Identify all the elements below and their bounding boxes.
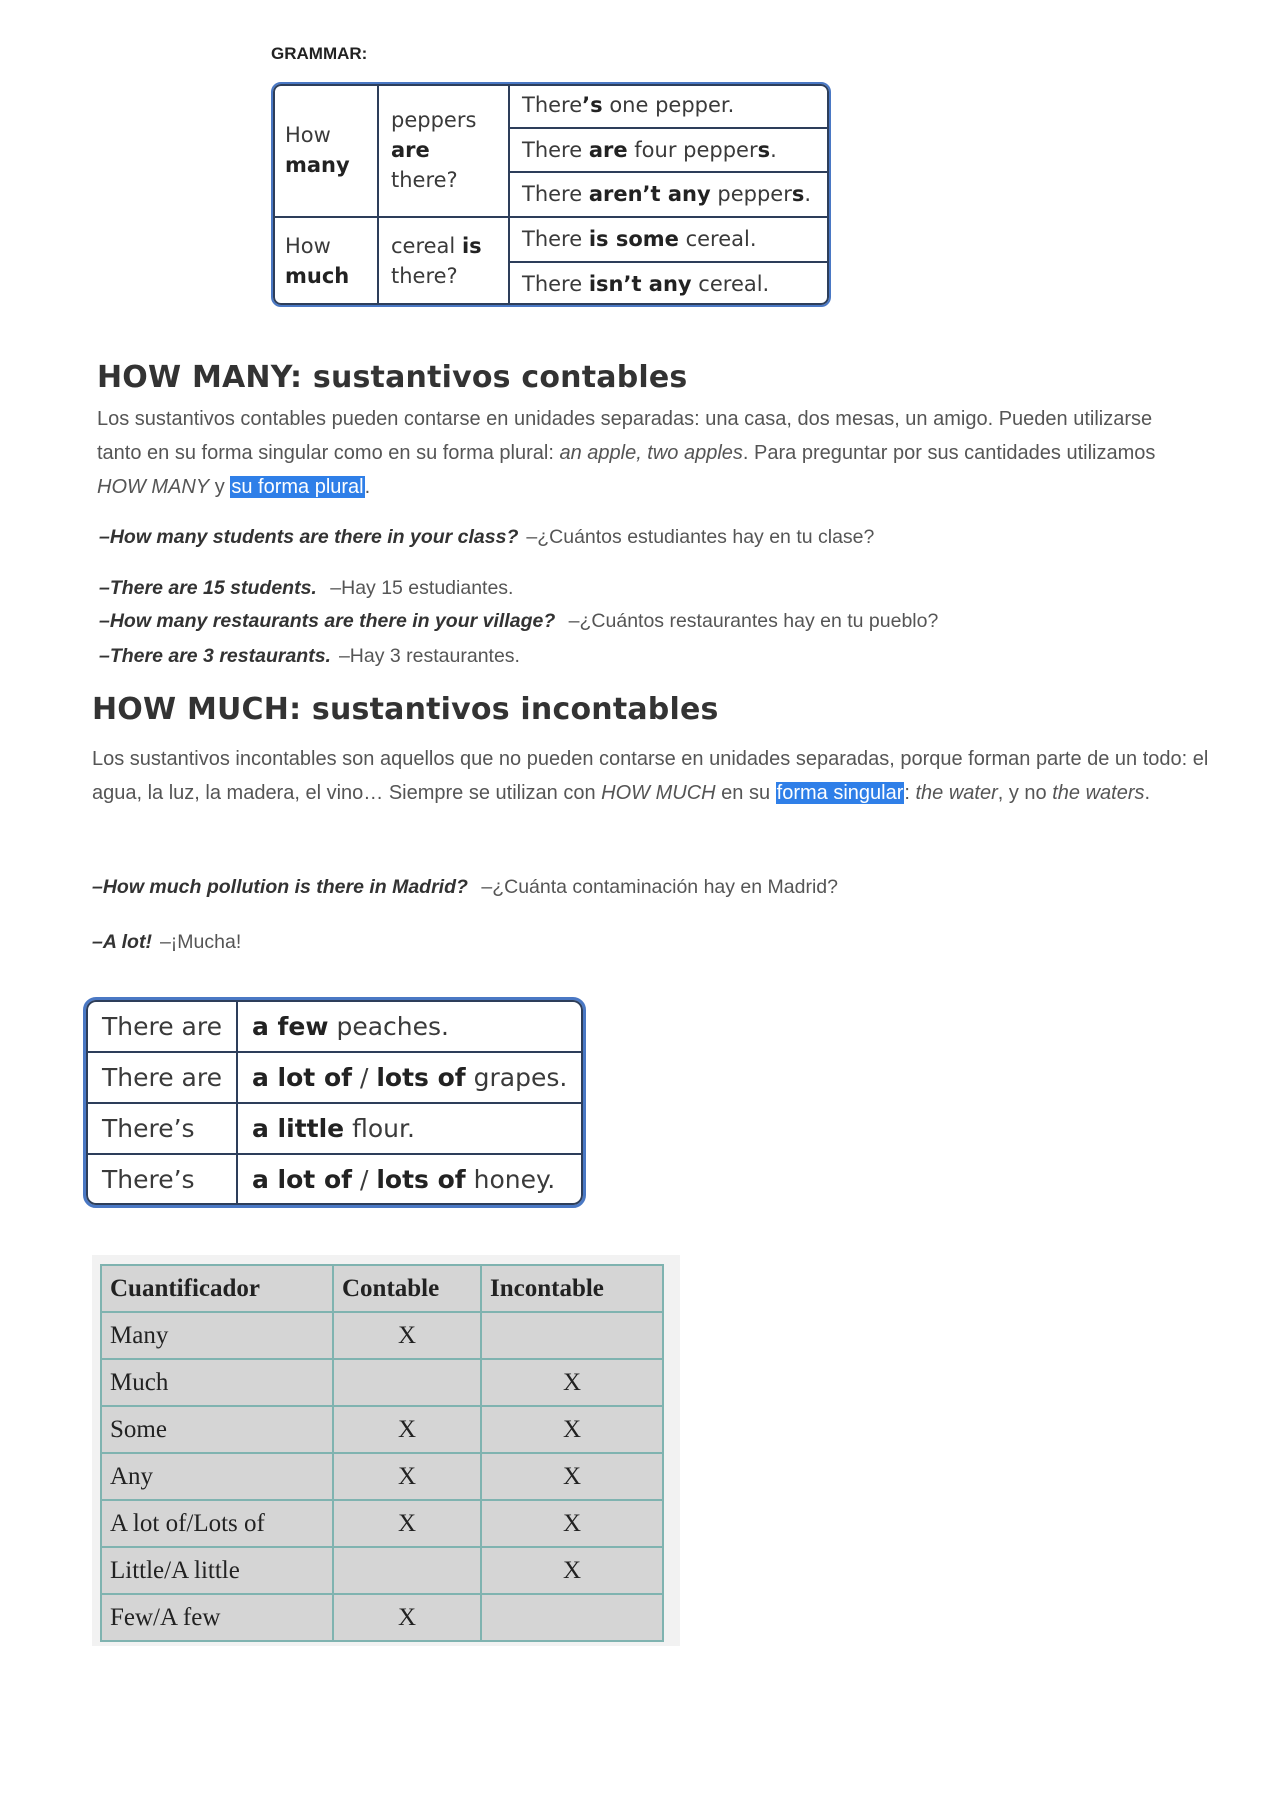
section-title-how-many: HOW MANY: sustantivos contables: [97, 360, 688, 395]
table-row: Many X: [101, 1312, 663, 1359]
answer-no-cereal: There isn’t any cereal.: [522, 272, 770, 297]
example-row: –How many restaurants are there in your village? –¿Cuántos restaurantes hay en tu pueblo?: [99, 610, 939, 632]
highlight-plural: su forma plural: [231, 476, 364, 498]
question-peppers: peppers are there?: [379, 84, 510, 218]
table-row: There’s a little flour.: [88, 1104, 581, 1155]
question-how-many: How many: [273, 84, 379, 218]
example-row: –There are 3 restaurants. –Hay 3 restaurantes.: [99, 645, 520, 667]
quantifier-table: [86, 1000, 583, 1205]
table-row: There are a few peaches.: [88, 1002, 581, 1053]
section-title-how-much: HOW MUCH: sustantivos incontables: [92, 692, 719, 727]
table-row: A lot of/Lots of X X: [101, 1500, 663, 1547]
answer-no-peppers: There aren’t any peppers.: [510, 173, 829, 218]
how-much-paragraph: Los sustantivos incontables son aquellos que no pueden contarse en unidades separadas, porque forman parte de un todo: el agua, la luz, la madera, el vino… Siempre se utilizan con HOW MUCH en su forma singular: the water, y no the waters.: [92, 748, 1209, 804]
example-row: –There are 15 students. –Hay 15 estudiantes.: [99, 577, 514, 599]
example-row: –A lot! –¡Mucha!: [92, 931, 242, 953]
answer-some-cereal: There is some cereal.: [510, 218, 829, 263]
grammar-table: [271, 82, 831, 307]
table-row: Few/A few X: [101, 1594, 663, 1641]
grammar-label: GRAMMAR:: [271, 44, 368, 63]
table-header-row: Cuantificador Contable Incontable: [101, 1265, 663, 1312]
example-row: –How much pollution is there in Madrid? –¿Cuánta contaminación hay en Madrid?: [92, 876, 838, 898]
table-row: Much X: [101, 1359, 663, 1406]
highlight-singular: forma singular: [776, 782, 904, 804]
table-row: Some X X: [101, 1406, 663, 1453]
countability-table: [100, 1264, 664, 1642]
answer-one-pepper: There’s one pepper.: [510, 84, 829, 129]
table-row: Any X X: [101, 1453, 663, 1500]
answer-four-peppers: There are four peppers.: [510, 129, 829, 174]
example-row: –How many students are there in your class? –¿Cuántos estudiantes hay en tu clase?: [99, 526, 875, 548]
question-cereal: cereal is there?: [379, 218, 510, 305]
table-row: Little/A little X: [101, 1547, 663, 1594]
how-many-paragraph: Los sustantivos contables pueden contarse en unidades separadas: una casa, dos mesas, un amigo. Pueden utilizarse tanto en su forma singular como en su forma plural: an apple, two apples. Para preguntar por sus cantidades utilizamos HOW MANY y su forma plural.: [97, 408, 1156, 498]
table-row: There are a lot of / lots of grapes.: [88, 1053, 581, 1104]
question-how-much: How much: [273, 218, 379, 305]
table-row: There’s a lot of / lots of honey.: [88, 1155, 581, 1203]
